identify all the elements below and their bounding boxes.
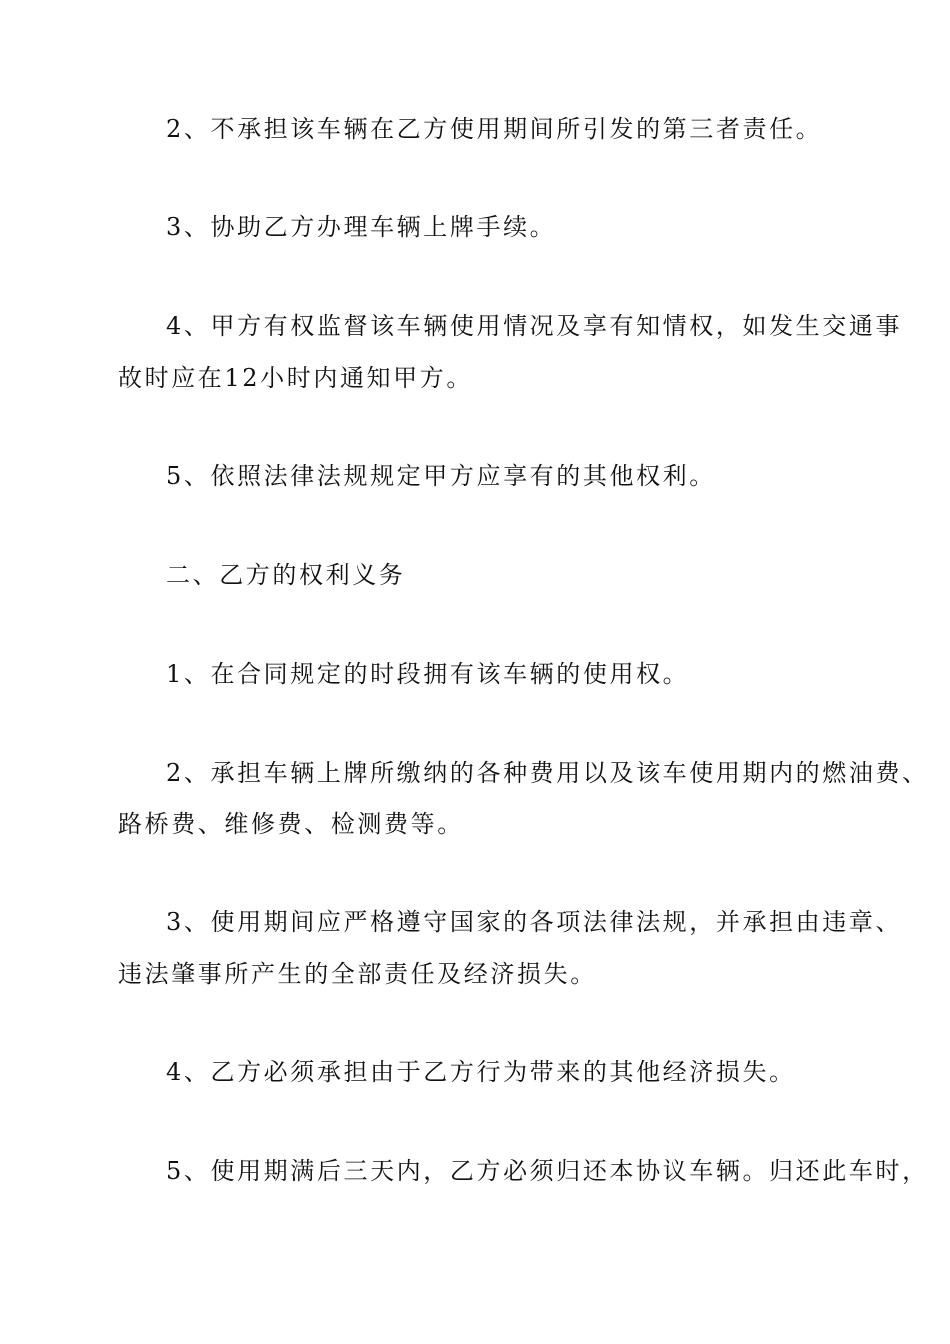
section-heading: 二、乙方的权利义务 xyxy=(166,561,406,589)
paragraph-line: 3、使用期间应严格遵守国家的各项法律法规，并承担由违章、 xyxy=(166,908,903,936)
paragraph-line: 2、不承担该车辆在乙方使用期间所引发的第三者责任。 xyxy=(166,115,823,143)
paragraph-line: 1、在合同规定的时段拥有该车辆的使用权。 xyxy=(166,660,690,688)
paragraph-line: 4、乙方必须承担由于乙方行为带来的其他经济损失。 xyxy=(166,1058,796,1086)
paragraph-line: 5、使用期满后三天内，乙方必须归还本协议车辆。归还此车时， xyxy=(166,1157,929,1185)
paragraph-line: 故时应在12小时内通知甲方。 xyxy=(118,364,473,392)
paragraph-line: 5、依照法律法规规定甲方应享有的其他权利。 xyxy=(166,462,716,490)
paragraph-line: 4、甲方有权监督该车辆使用情况及享有知情权，如发生交通事 xyxy=(166,312,903,340)
paragraph-line: 2、承担车辆上牌所缴纳的各种费用以及该车使用期内的燃油费、 xyxy=(166,759,929,787)
paragraph-line: 3、协助乙方办理车辆上牌手续。 xyxy=(166,213,557,241)
paragraph-line: 路桥费、维修费、检测费等。 xyxy=(118,810,464,838)
paragraph-line: 违法肇事所产生的全部责任及经济损失。 xyxy=(118,960,597,988)
